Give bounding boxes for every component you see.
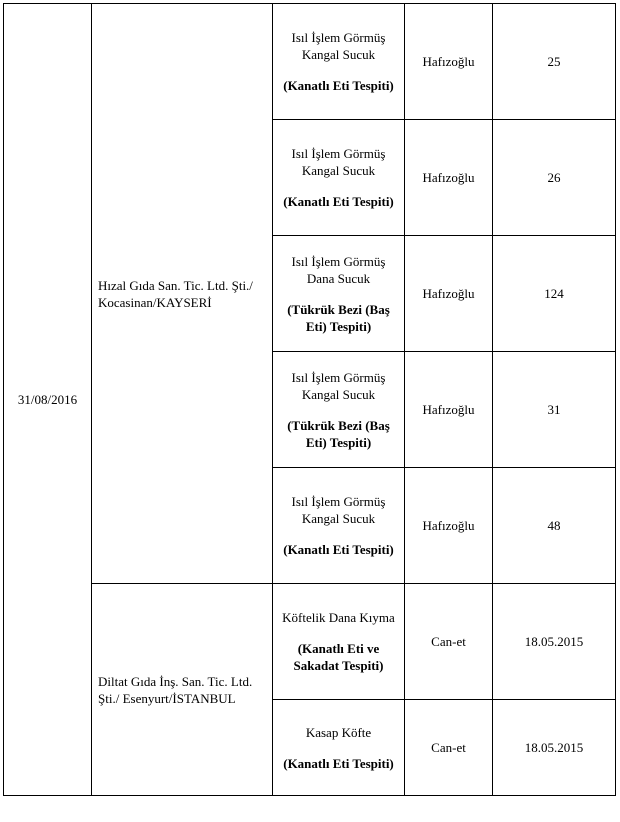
party-cell: 31 [493,352,616,468]
product-name: Isıl İşlem Görmüş Kangal Sucuk [291,146,386,178]
product-cell [273,120,405,236]
product-name: Isıl İşlem Görmüş Dana Sucuk [291,253,386,286]
party-cell: 18.05.2015 [493,700,616,796]
party-cell: 26 [493,120,616,236]
finding-text: (Kanatlı Eti ve Sakadat Tespiti) [293,641,384,673]
party-cell: 124 [493,236,616,352]
product-cell [273,352,405,468]
table-row [4,4,616,120]
table-row [4,584,616,700]
brand-cell: Can-et [405,584,493,700]
product-name: Isıl İşlem Görmüş Kangal Sucuk [291,494,386,526]
violation-table [3,3,616,796]
product-name: Isıl İşlem Görmüş Kangal Sucuk [291,30,386,62]
finding-text: (Kanatlı Eti Tespiti) [283,542,394,557]
brand-cell: Hafızoğlu [405,236,493,352]
finding-text: (Tükrük Bezi (Baş Eti) Tespiti) [287,301,390,334]
product-cell [273,584,405,700]
firm-cell: Hızal Gıda San. Tic. Ltd. Şti./ Kocasinan/KAYSERİ [92,4,273,584]
brand-cell: Can-et [405,700,493,796]
product-cell [273,4,405,120]
date-cell: 31/08/2016 [4,4,92,796]
product-name: Kasap Köfte [305,724,372,740]
product-cell [273,468,405,584]
brand-cell: Hafızoğlu [405,352,493,468]
finding-text: (Tükrük Bezi (Baş Eti) Tespiti) [287,417,390,450]
product-name: Isıl İşlem Görmüş Kangal Sucuk [291,369,386,402]
firm-cell: Diltat Gıda İnş. San. Tic. Ltd. Şti./ Esenyurt/İSTANBUL [92,584,273,796]
party-cell: 25 [493,4,616,120]
finding-text: (Kanatlı Eti Tespiti) [283,78,394,93]
product-cell [273,236,405,352]
party-cell: 48 [493,468,616,584]
brand-cell: Hafızoğlu [405,4,493,120]
finding-text: (Kanatlı Eti Tespiti) [283,194,394,209]
product-name: Köftelik Dana Kıyma [282,610,395,625]
finding-text: (Kanatlı Eti Tespiti) [283,755,394,771]
brand-cell: Hafızoğlu [405,468,493,584]
party-cell: 18.05.2015 [493,584,616,700]
product-cell [273,700,405,796]
brand-cell: Hafızoğlu [405,120,493,236]
